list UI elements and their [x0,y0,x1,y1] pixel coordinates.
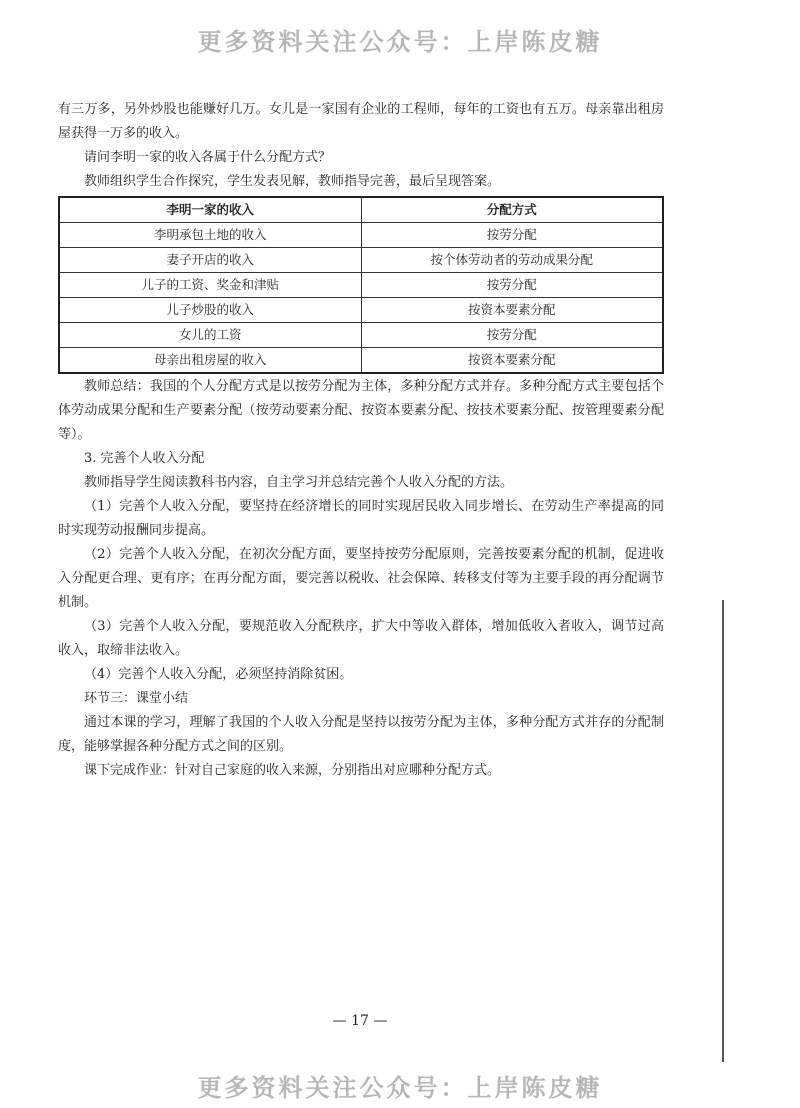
margin-rule [722,600,724,1062]
table-header-method: 分配方式 [361,197,663,223]
table-cell-income: 儿子的工资、奖金和津贴 [59,273,361,298]
table-row [59,223,663,248]
paragraph-summary: 教师总结：我国的个人分配方式是以按劳分配为主体，多种分配方式并存。多种分配方式主要包括个体劳动成果分配和生产要素分配（按劳动要素分配、按资本要素分配、按技术要素分配、按管理要素分配等）。 [58,379,664,442]
table-cell-method: 按资本要素分配 [361,348,663,374]
paragraph-question: 请问李明一家的收入各属于什么分配方式？ [84,150,332,165]
paragraph-homework: 课下完成作业：针对自己家庭的收入来源，分别指出对应哪种分配方式。 [84,763,501,778]
list-item-3: （3）完善个人收入分配，要规范收入分配秩序，扩大中等收入群体，增加低收入者收入，调节过高收入，取缔非法收入。 [58,619,664,658]
table-header-income: 李明一家的收入 [59,197,361,223]
table-header-row [59,197,663,223]
section-heading-summary: 环节三：课堂小结 [84,691,189,706]
table-cell-income: 儿子炒股的收入 [59,298,361,323]
table-cell-income: 李明承包土地的收入 [59,223,361,248]
watermark-bottom: 更多资料关注公众号：上岸陈皮糖 [197,1074,603,1102]
paragraph-teacher-org: 教师组织学生合作探究，学生发表见解，教师指导完善，最后呈现答案。 [84,174,501,189]
table-cell-method: 按劳分配 [361,273,663,298]
income-distribution-table [58,196,664,374]
watermark-top: 更多资料关注公众号：上岸陈皮糖 [197,28,603,56]
table-row [59,323,663,348]
document-body [58,98,664,783]
table-cell-method: 按劳分配 [361,223,663,248]
list-item-1: （1）完善个人收入分配，要坚持在经济增长的同时实现居民收入同步增长、在劳动生产率提高的同时实现劳动报酬同步提高。 [58,499,664,538]
paragraph-guide: 教师指导学生阅读教科书内容，自主学习并总结完善个人收入分配的方法。 [84,475,514,490]
paragraph-intro: 有三万多，另外炒股也能赚好几万。女儿是一家国有企业的工程师，每年的工资也有五万。母亲靠出租房屋获得一万多的收入。 [58,102,664,141]
list-item-4: （4）完善个人收入分配，必须坚持消除贫困。 [84,667,353,682]
section-heading-3: 3. 完善个人收入分配 [84,451,205,466]
table-row [59,298,663,323]
table-row [59,248,663,273]
table-row [59,348,663,374]
table-row [59,273,663,298]
table-cell-income: 妻子开店的收入 [59,248,361,273]
table-cell-method: 按个体劳动者的劳动成果分配 [361,248,663,273]
table-cell-income: 母亲出租房屋的收入 [59,348,361,374]
table-cell-method: 按资本要素分配 [361,298,663,323]
list-item-2: （2）完善个人收入分配，在初次分配方面，要坚持按劳分配原则，完善按要素分配的机制，促进收入分配更合理、更有序；在再分配方面，要完善以税收、社会保障、转移支付等为主要手段的再分配调节机制。 [58,547,664,610]
table-cell-method: 按劳分配 [361,323,663,348]
paragraph-class-summary: 通过本课的学习，理解了我国的个人收入分配是坚持以按劳分配为主体，多种分配方式并存的分配制度，能够掌握各种分配方式之间的区别。 [58,715,664,754]
page-number: — 17 — [332,1013,388,1029]
table-cell-income: 女儿的工资 [59,323,361,348]
